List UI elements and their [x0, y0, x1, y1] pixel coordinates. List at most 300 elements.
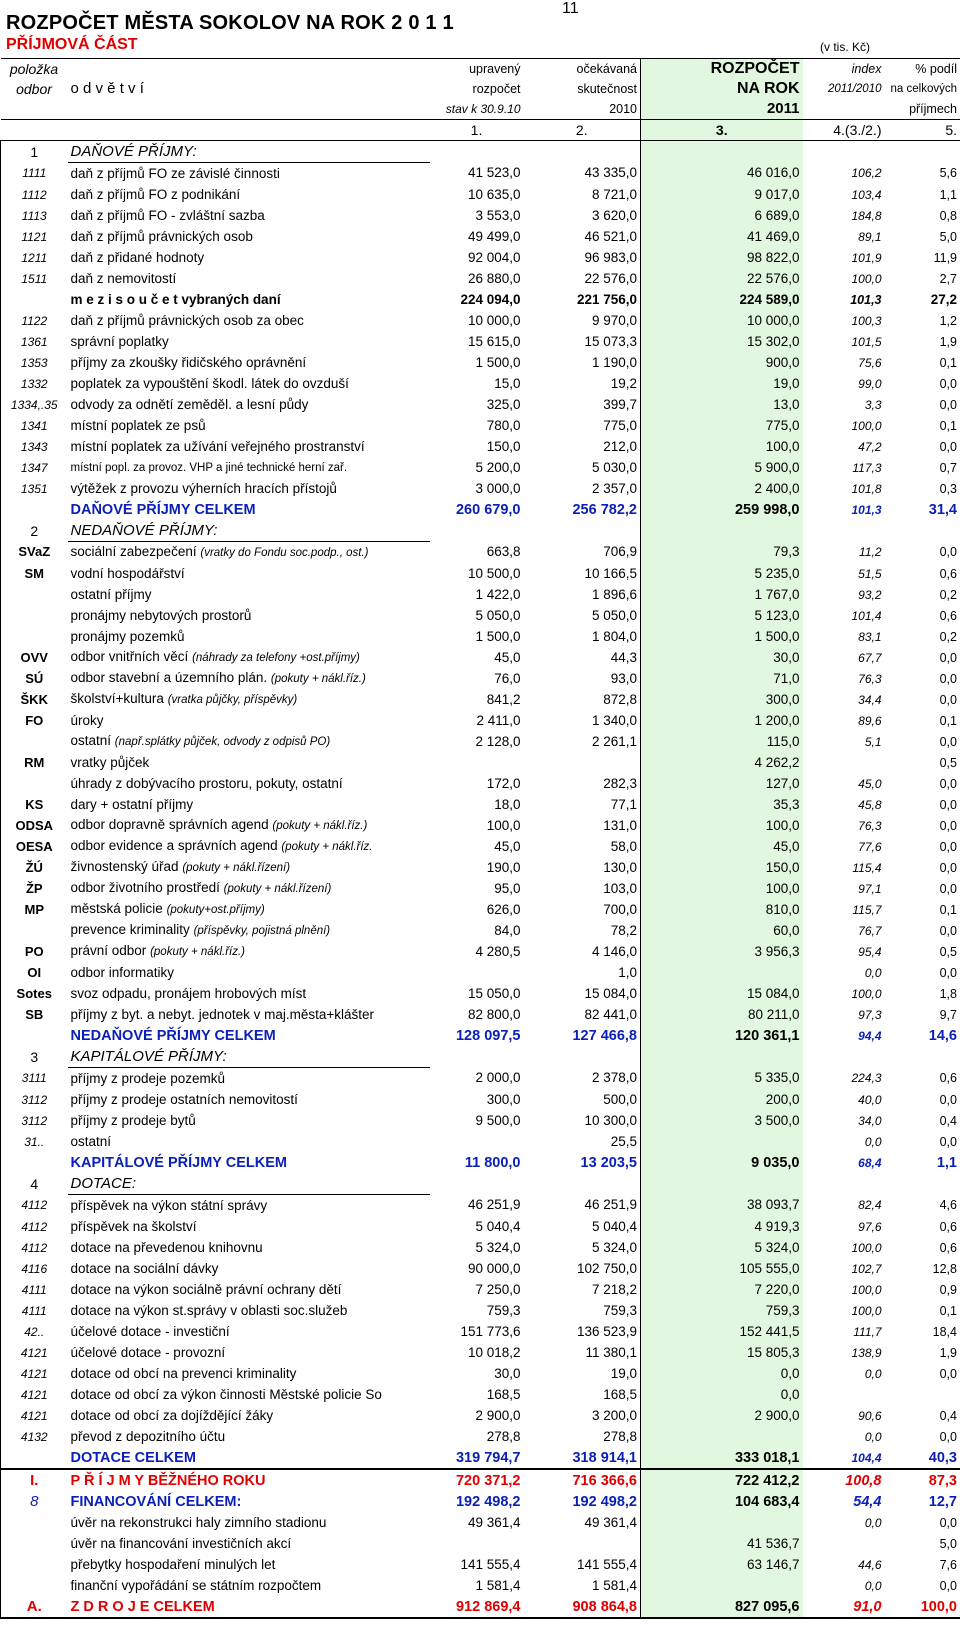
total-row [1, 1152, 960, 1173]
item-code [1, 289, 68, 310]
adjusted-budget-value: 1 500,0 [475, 628, 521, 644]
adjusted-budget-value: 720 371,2 [430, 1469, 524, 1491]
budget-table [0, 58, 960, 1619]
expected-actual-value: 44,3 [610, 649, 637, 665]
description-text: odbor dopravně správních agend [70, 817, 269, 832]
index-value: 138,9 [851, 1345, 882, 1360]
table-row [1, 794, 960, 815]
share-value: 0,6 [885, 1237, 960, 1258]
description-text: příjmy z prodeje ostatních nemovitostí [70, 1091, 298, 1107]
expected-actual-value: 1 340,0 [591, 712, 637, 728]
empty-cell [641, 520, 803, 542]
adjusted-budget-value: 10 018,2 [467, 1344, 521, 1360]
unit-label: (v tis. Kč) [820, 40, 870, 54]
index-value: 82,4 [858, 1198, 882, 1213]
item-code: 4111 [1, 1300, 68, 1321]
budget-2011-value: 224 589,0 [641, 289, 803, 310]
expected-actual-value: 759,3 [603, 1302, 637, 1318]
header-cell: o d v ě t v í [70, 80, 144, 97]
description-text: daň z příjmů FO ze závislé činnosti [70, 165, 280, 181]
expected-actual-value: 5 050,0 [591, 607, 637, 623]
table-row [1, 1279, 960, 1300]
budget-2011-value: 127,0 [641, 773, 803, 794]
budget-2011-value: 80 211,0 [641, 1004, 803, 1025]
item-description [68, 773, 430, 794]
table-row [1, 1554, 960, 1575]
item-code: 1121 [1, 226, 68, 247]
adjusted-budget-value: 15 615,0 [467, 333, 521, 349]
budget-2011-value [641, 1426, 803, 1447]
item-code [1, 626, 68, 647]
adjusted-budget-value: 841,2 [486, 691, 521, 707]
budget-2011-value: 30,0 [641, 647, 803, 668]
budget-2011-value: 60,0 [641, 920, 803, 941]
item-code [1, 1025, 68, 1046]
adjusted-budget-value: 150,0 [486, 438, 521, 454]
expected-actual-value [524, 752, 641, 773]
budget-2011-value: 5 324,0 [641, 1237, 803, 1258]
budget-2011-value: 63 146,7 [641, 1554, 803, 1575]
description-note: (pokuty + nákl.říz.) [270, 673, 366, 685]
empty-cell [524, 141, 641, 163]
share-value: 0,3 [885, 478, 960, 499]
description-note: (náhrady za telefony +ost.příjmy) [192, 652, 360, 664]
item-code: 4112 [1, 1216, 68, 1237]
item-code: PO [1, 941, 68, 962]
description-text: odbor evidence a správních agend [70, 838, 278, 853]
description-text: příjmy z byt. a nebyt. jednotek v maj.města+klášter [70, 1006, 374, 1022]
item-code: 1112 [1, 184, 68, 205]
section-subtitle: PŘÍJMOVÁ ČÁST [6, 36, 138, 53]
table-row [1, 205, 960, 226]
section-number: 4 [1, 1173, 68, 1195]
budget-2011-value [641, 962, 803, 983]
column-number [68, 120, 430, 141]
adjusted-budget-value: 141 555,4 [460, 1556, 521, 1572]
description-text: školství+kultura [70, 691, 164, 706]
header-cell [803, 99, 885, 120]
description-text: daň z příjmů právnických osob za obec [70, 312, 304, 328]
budget-2011-value: 152 441,5 [641, 1321, 803, 1342]
description-note: (pokuty + nákl.říz. [281, 841, 373, 853]
adjusted-budget-value: 46 251,9 [467, 1197, 521, 1213]
table-row [1, 1131, 960, 1152]
item-description [68, 1131, 430, 1152]
item-description [68, 1004, 430, 1025]
page-number: 11 [562, 0, 579, 17]
adjusted-budget-value: 759,3 [486, 1302, 521, 1318]
table-row [1, 1237, 960, 1258]
total-row [1, 499, 960, 520]
share-value: 0,0 [885, 542, 960, 564]
description-text: daň z příjmů FO z podnikání [70, 186, 241, 202]
section-row [1, 1173, 960, 1195]
description-text: živnostenský úřad [70, 859, 179, 874]
description-text: DAŇOVÉ PŘÍJMY CELKEM [70, 501, 256, 518]
index-value: 115,7 [852, 902, 882, 917]
item-code: 4116 [1, 1258, 68, 1279]
budget-2011-value: 5 335,0 [641, 1068, 803, 1090]
budget-2011-value [641, 1512, 803, 1533]
adjusted-budget-value: 82 800,0 [467, 1006, 521, 1022]
item-code: 4121 [1, 1342, 68, 1363]
adjusted-budget-value: 15,0 [494, 375, 521, 391]
table-header [1, 59, 960, 141]
column-number: 3. [641, 120, 803, 141]
share-value: 0,0 [885, 1512, 960, 1533]
description-text: úvěr na rekonstrukci haly zimního stadionu [70, 1514, 327, 1530]
budget-2011-value: 19,0 [641, 373, 803, 394]
expected-actual-value [524, 1533, 641, 1554]
description-text: pronájmy pozemků [70, 628, 185, 644]
item-code: 4112 [1, 1237, 68, 1258]
share-value: 4,6 [885, 1195, 960, 1217]
adjusted-budget-value: 15 050,0 [467, 985, 521, 1001]
share-value: 0,0 [885, 773, 960, 794]
description-text: místní popl. za provoz. VHP a jiné technické herní zař. [70, 462, 348, 474]
index-value: 117,3 [852, 460, 882, 475]
index-value: 101,3 [850, 292, 882, 307]
budget-2011-value: 827 095,6 [641, 1596, 803, 1618]
budget-2011-value: 41 469,0 [641, 226, 803, 247]
adjusted-budget-value: 10 500,0 [467, 565, 521, 581]
budget-2011-value: 35,3 [641, 794, 803, 815]
description-text: m e z i s o u č e t vybraných daní [70, 291, 281, 307]
share-value: 1,9 [885, 1342, 960, 1363]
budget-2011-value: 22 576,0 [641, 268, 803, 289]
description-text: svoz odpadu, pronájem hrobových míst [70, 985, 307, 1001]
expected-actual-value: 5 030,0 [591, 459, 637, 475]
item-description [68, 983, 430, 1004]
item-code [1, 731, 68, 752]
item-description [68, 605, 430, 626]
table-row [1, 1089, 960, 1110]
total-row [1, 289, 960, 310]
adjusted-budget-value: 100,0 [486, 817, 521, 833]
budget-2011-value: 100,0 [641, 815, 803, 836]
adjusted-budget-value [430, 962, 524, 983]
header-cell [68, 99, 430, 120]
index-value: 100,0 [851, 418, 882, 433]
item-description [68, 415, 430, 436]
table-row [1, 836, 960, 857]
index-value: 224,3 [851, 1071, 882, 1086]
expected-actual-value: 2 357,0 [591, 480, 637, 496]
header-cell: 2010 [609, 102, 637, 116]
section-number: 2 [1, 520, 68, 542]
item-description [68, 962, 430, 983]
item-code: Sotes [1, 983, 68, 1004]
total-row [1, 1025, 960, 1046]
description-text: dotace na převedenou knihovnu [70, 1239, 263, 1255]
header-cell: upravený [469, 62, 521, 76]
budget-2011-value [641, 1575, 803, 1596]
share-value: 0,6 [885, 1068, 960, 1090]
expected-actual-value: 102 750,0 [576, 1260, 637, 1276]
table-row [1, 331, 960, 352]
expected-actual-value: 49 361,4 [584, 1514, 637, 1530]
expected-actual-value: 8 721,0 [591, 186, 637, 202]
share-value: 0,0 [885, 394, 960, 415]
index-value: 184,8 [851, 208, 882, 223]
share-value: 0,6 [885, 563, 960, 584]
share-value: 0,0 [885, 1575, 960, 1596]
description-text: dotace od obcí na prevenci kriminality [70, 1365, 297, 1381]
item-description [68, 815, 430, 836]
item-description [68, 1384, 430, 1405]
description-text: finanční vypořádání se státním rozpočtem [70, 1577, 322, 1593]
share-value: 5,0 [885, 226, 960, 247]
index-value: 97,6 [858, 1219, 882, 1234]
item-code: 1347 [1, 457, 68, 478]
budget-2011-value: 300,0 [641, 689, 803, 710]
adjusted-budget-value [430, 1131, 524, 1152]
budget-2011-value: 7 220,0 [641, 1279, 803, 1300]
description-text: dotace na výkon sociálně právní ochrany dětí [70, 1281, 342, 1297]
expected-actual-value: 77,1 [610, 796, 637, 812]
item-description [68, 1216, 430, 1237]
budget-2011-value: 15 805,3 [641, 1342, 803, 1363]
adjusted-budget-value: 128 097,5 [455, 1027, 521, 1044]
share-value: 12,7 [885, 1491, 960, 1512]
index-value: 0,0 [864, 965, 882, 980]
adjusted-budget-value: 3 000,0 [475, 480, 521, 496]
table-row [1, 647, 960, 668]
item-code: SÚ [1, 668, 68, 689]
adjusted-budget-value: 84,0 [494, 922, 521, 938]
adjusted-budget-value: 2 128,0 [475, 733, 521, 749]
item-code: 4121 [1, 1384, 68, 1405]
adjusted-budget-value [430, 752, 524, 773]
description-text: DOTACE CELKEM [70, 1449, 196, 1466]
expected-actual-value: 4 146,0 [591, 943, 637, 959]
adjusted-budget-value: 10 000,0 [467, 312, 521, 328]
expected-actual-value: 5 040,4 [591, 1218, 637, 1234]
table-row [1, 815, 960, 836]
item-code: 3112 [1, 1110, 68, 1131]
item-description [68, 752, 430, 773]
index-value: 100,3 [851, 313, 882, 328]
empty-cell [885, 1173, 960, 1195]
share-value: 0,0 [885, 436, 960, 457]
description-text: účelové dotace - provozní [70, 1344, 226, 1360]
item-description [68, 1279, 430, 1300]
share-value: 0,1 [885, 352, 960, 373]
adjusted-budget-value: 912 869,4 [430, 1596, 524, 1618]
index-value: 100,0 [851, 271, 882, 286]
share-value: 0,0 [885, 836, 960, 857]
index-value: 101,4 [851, 608, 882, 623]
table-row [1, 668, 960, 689]
empty-cell [524, 1173, 641, 1195]
adjusted-budget-value: 49 499,0 [467, 228, 521, 244]
description-text: příspěvek na školství [70, 1218, 197, 1234]
item-code: SB [1, 1004, 68, 1025]
budget-2011-value: 104 683,4 [641, 1491, 803, 1512]
index-value: 34,4 [858, 692, 882, 707]
share-value: 0,1 [885, 710, 960, 731]
item-code [1, 773, 68, 794]
item-code: I. [1, 1469, 68, 1491]
index-value [803, 1384, 885, 1405]
share-value: 0,0 [885, 1363, 960, 1384]
empty-cell [524, 520, 641, 542]
share-value: 31,4 [885, 499, 960, 520]
index-value [803, 752, 885, 773]
item-description [68, 1195, 430, 1217]
index-value: 100,0 [851, 1240, 882, 1255]
description-text: příjmy za zkoušky řidičského oprávnění [70, 354, 307, 370]
share-value: 5,0 [885, 1533, 960, 1554]
empty-cell [430, 141, 524, 163]
index-value: 54,4 [853, 1493, 882, 1510]
expected-actual-value: 9 970,0 [591, 312, 637, 328]
description-text: vodní hospodářství [70, 565, 185, 581]
adjusted-budget-value: 192 498,2 [455, 1493, 521, 1510]
adjusted-budget-value: 278,8 [486, 1428, 521, 1444]
adjusted-budget-value: 190,0 [486, 859, 521, 875]
description-note: (např.splátky půjček, odvody z odpisů PO) [114, 736, 331, 748]
item-code: 4111 [1, 1279, 68, 1300]
expected-actual-value: 43 335,0 [584, 165, 637, 181]
description-text: KAPITÁLOVÉ PŘÍJMY CELKEM [70, 1154, 287, 1171]
share-value [885, 1384, 960, 1405]
expected-actual-value: 700,0 [603, 901, 637, 917]
share-value: 0,0 [885, 794, 960, 815]
adjusted-budget-value: 10 635,0 [467, 186, 521, 202]
share-value: 12,8 [885, 1258, 960, 1279]
expected-actual-value: 716 366,6 [524, 1469, 641, 1491]
table-row [1, 184, 960, 205]
item-code [1, 1554, 68, 1575]
adjusted-budget-value: 9 500,0 [475, 1112, 521, 1128]
item-description [68, 1426, 430, 1447]
index-value: 0,0 [864, 1429, 882, 1444]
table-row [1, 226, 960, 247]
expected-actual-value: 19,2 [610, 375, 637, 391]
item-description [68, 1575, 430, 1596]
item-code: 1351 [1, 478, 68, 499]
index-value: 111,7 [853, 1324, 882, 1339]
item-description [68, 289, 430, 310]
share-value: 5,6 [885, 163, 960, 185]
item-code: 42.. [1, 1321, 68, 1342]
share-value: 0,8 [885, 205, 960, 226]
item-description [68, 331, 430, 352]
item-code: FO [1, 710, 68, 731]
item-code: 1361 [1, 331, 68, 352]
description-text: daň z přidané hodnoty [70, 249, 205, 265]
header-cell: na celkových [885, 79, 960, 99]
index-value: 47,2 [858, 439, 882, 454]
item-description [68, 584, 430, 605]
item-description [68, 1447, 430, 1469]
adjusted-budget-value: 224 094,0 [460, 291, 521, 307]
budget-2011-value: 1 200,0 [641, 710, 803, 731]
expected-actual-value: 1,0 [618, 964, 637, 980]
item-code: 1343 [1, 436, 68, 457]
adjusted-budget-value: 260 679,0 [455, 501, 521, 518]
index-value: 44,6 [858, 1557, 882, 1572]
item-description [68, 436, 430, 457]
index-value: 76,3 [858, 671, 882, 686]
index-value: 101,9 [851, 250, 882, 265]
description-text: převod z depozitního účtu [70, 1428, 226, 1444]
table-row [1, 310, 960, 331]
budget-table-container [0, 58, 960, 1619]
header-cell: stav k 30.9.10 [445, 102, 521, 116]
adjusted-budget-value: 300,0 [486, 1091, 521, 1107]
index-value: 100,0 [851, 986, 882, 1001]
description-note: (pokuty + nákl.řízení) [223, 883, 332, 895]
header-cell: ROZPOČET [641, 59, 803, 80]
expected-actual-value: 93,0 [610, 670, 637, 686]
table-row [1, 689, 960, 710]
table-row [1, 1258, 960, 1279]
index-value: 45,0 [858, 776, 882, 791]
table-row [1, 983, 960, 1004]
share-value: 0,0 [885, 1426, 960, 1447]
share-value: 1,1 [885, 184, 960, 205]
table-row [1, 1321, 960, 1342]
share-value: 18,4 [885, 1321, 960, 1342]
index-value: 3,3 [864, 397, 882, 412]
index-value: 89,6 [858, 713, 882, 728]
table-row [1, 542, 960, 564]
description-text: městská policie [70, 901, 163, 916]
header-cell [1, 99, 68, 120]
section-row [1, 1046, 960, 1068]
item-description [68, 373, 430, 394]
adjusted-budget-value [430, 1533, 524, 1554]
description-text: odbor informatiky [70, 964, 175, 980]
budget-2011-value: 105 555,0 [641, 1258, 803, 1279]
item-code: 4121 [1, 1405, 68, 1426]
expected-actual-value: 46 251,9 [584, 1197, 637, 1213]
empty-cell [430, 520, 524, 542]
table-row [1, 268, 960, 289]
share-value: 0,0 [885, 373, 960, 394]
item-description [68, 247, 430, 268]
item-code [1, 1533, 68, 1554]
budget-2011-value: 4 262,2 [641, 752, 803, 773]
header-cell: 2011 [641, 99, 803, 120]
share-value: 0,1 [885, 1300, 960, 1321]
empty-cell [803, 1173, 885, 1195]
description-text: FINANCOVÁNÍ CELKEM: [70, 1493, 242, 1510]
adjusted-budget-value: 2 000,0 [475, 1070, 521, 1086]
empty-cell [641, 1173, 803, 1195]
expected-actual-value: 399,7 [603, 396, 637, 412]
share-value: 0,4 [885, 1405, 960, 1426]
description-note: (pokuty + nákl.říz.) [150, 946, 245, 958]
item-description [68, 1258, 430, 1279]
index-value [803, 1533, 885, 1554]
section-number: 3 [1, 1046, 68, 1068]
description-text: Z D R O J E CELKEM [70, 1598, 215, 1615]
table-row [1, 626, 960, 647]
index-value: 91,0 [803, 1596, 885, 1618]
expected-actual-value: 318 914,1 [572, 1449, 637, 1466]
adjusted-budget-value: 30,0 [494, 1365, 521, 1381]
item-description [68, 1152, 430, 1173]
item-code: ŠKK [1, 689, 68, 710]
adjusted-budget-value: 92 004,0 [467, 249, 521, 265]
index-value: 102,7 [851, 1261, 882, 1276]
table-row [1, 731, 960, 752]
item-description [68, 1512, 430, 1533]
section-title: KAPITÁLOVÉ PŘÍJMY: [68, 1046, 430, 1068]
